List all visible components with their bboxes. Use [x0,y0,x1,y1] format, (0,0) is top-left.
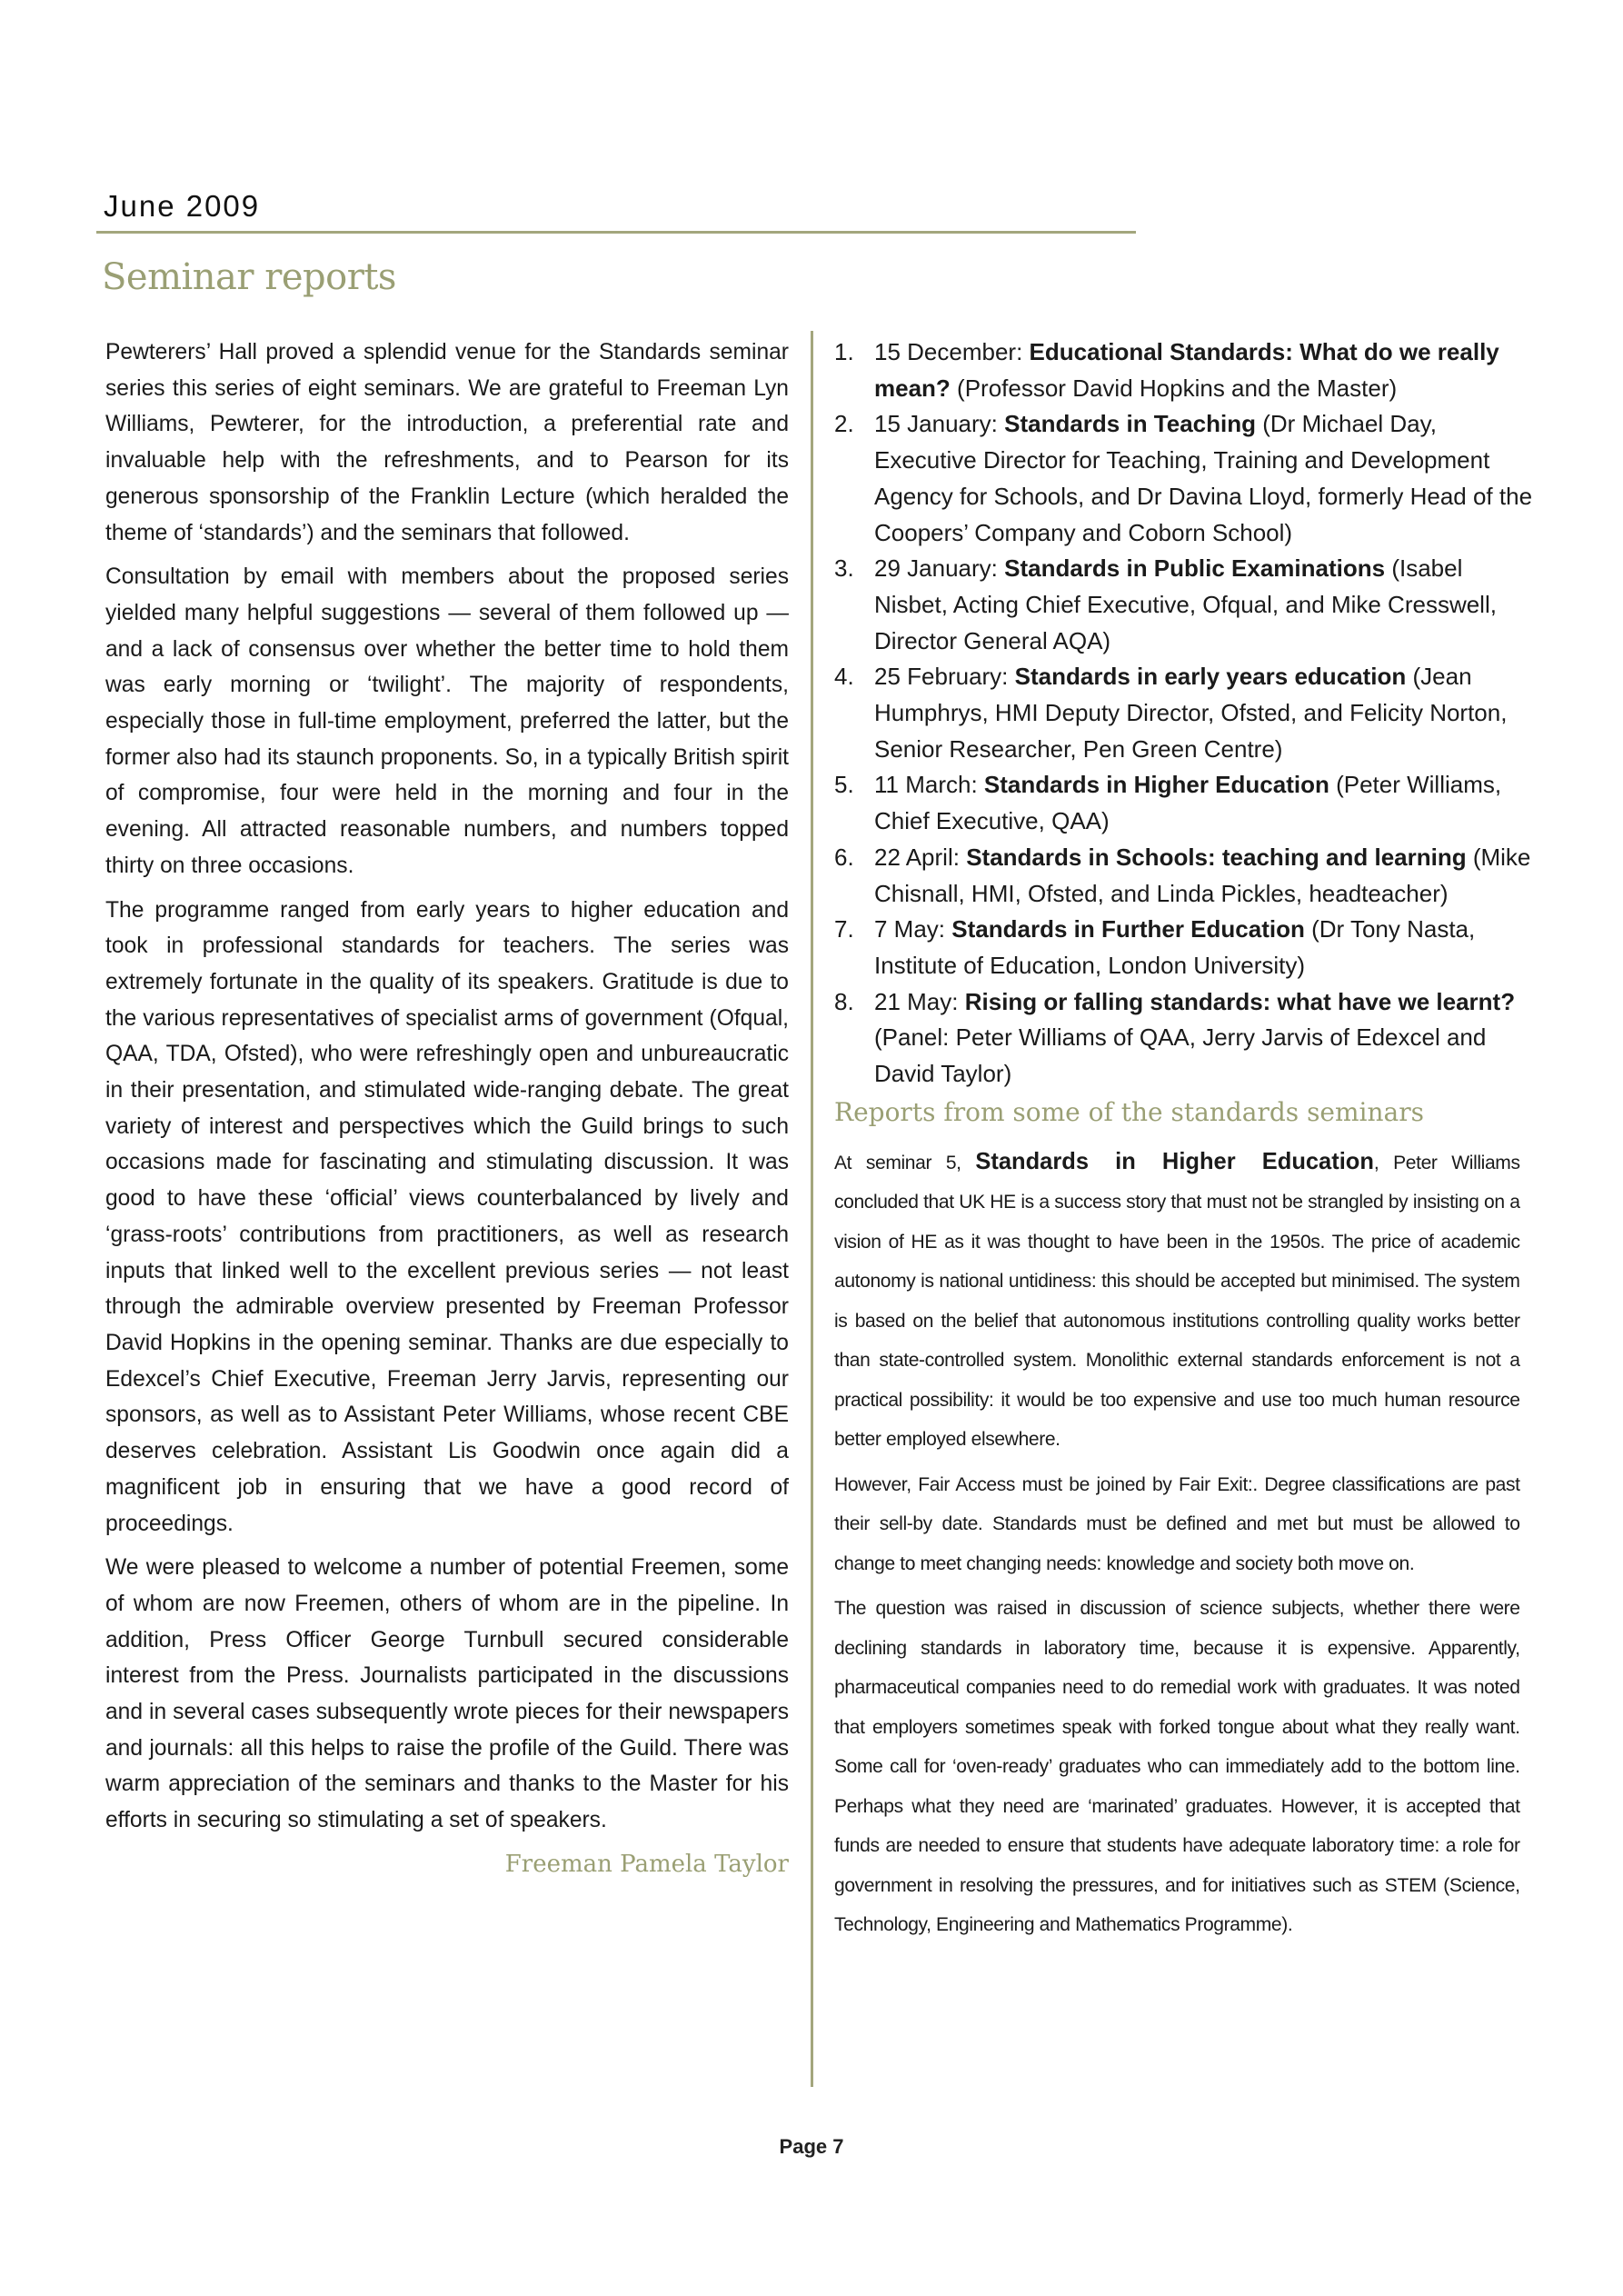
seminar-number: 4. [834,663,854,691]
seminar-speakers: (Mike Chisnall, HMI, Ofsted, and Linda Pickles, headteacher) [874,843,1531,907]
reports-heading: Reports from some of the standards seminars [834,1096,1424,1127]
left-column [105,334,789,1883]
author-signature: Freeman Pamela Taylor [504,1850,789,1878]
seminar-number: 3. [834,554,854,583]
seminar-number: 1. [834,338,854,365]
seminar-title: Standards in Teaching [1004,410,1257,438]
seminar-speakers: (Peter Williams, Chief Executive, QAA) [874,771,1502,835]
seminar-speakers: (Panel: Peter Williams of QAA, Jerry Jarvis of Edexcel and David Taylor) [874,1023,1487,1088]
seminar-number: 5. [834,771,854,799]
report-paragraph [834,1142,1520,1460]
seminar-report [834,1142,1520,1945]
seminar-item [834,406,1534,551]
seminar-speakers: (Dr Tony Nasta, Institute of Education, London University) [874,915,1476,979]
seminar-item [834,912,1534,983]
seminar-date: 25 February: [874,663,1009,691]
seminar-item [834,334,1534,406]
seminar-title: Standards in Further Education [951,915,1305,943]
seminar-date: 22 April: [874,843,960,871]
seminar-item [834,551,1534,659]
seminar-date: 15 December: [874,338,1023,365]
seminar-number: 2. [834,410,854,438]
report-paragraph: The question was raised in discussion of science subjects, whether there were declining standards in laboratory time, because it is expensive. Apparently, pharmaceutical companies need to do remedial work with graduates. It was noted that employers sometimes speak with forked tongue about what they really want. Some call for ‘oven-ready’ graduates who can immediately add to the bottom line. Perhaps what they need are ‘marinated’ graduates. However, it is accepted that funds are needed to ensure that students have adequate laboratory time: a role for government in resolving the pressures, and for initiatives such as STEM (Science, Technology, Engineering and Mathematics Programme). [834,1597,1520,1936]
seminar-list [834,334,1534,1093]
seminar-date: 7 May: [874,915,946,943]
page-number: Page 7 [779,2135,844,2158]
issue-date: June 2009 [104,189,261,223]
right-column [834,334,1534,1951]
paragraph: The programme ranged from early years to higher education and took in professional standards for teachers. The series was extremely fortunate in the quality of its speakers. Gratitude is due to the various representatives of specialist arms of government (Ofqual, QAA, TDA, Ofsted), who were refreshingly open and unbureaucratic in their presentation, and stimulated wide-ranging debate. The great variety of interest and perspectives which the Guild brings to such occasions made for fascinating and stimulating discussion. It was good to have these ‘official’ views counterbalanced by lively and ‘grass-roots’ contributions from practitioners, as well as research inputs that linked well to the excellent previous series — not least through the admirable overview presented by Freeman Professor David Hopkins in the opening seminar. Thanks are due especially to Edexcel’s Chief Executive, Freeman Jerry Jarvis, representing our sponsors, as well as to Assistant Peter Williams, whose recent CBE deserves celebration. Assistant Lis Goodwin once again did a magnificent job in ensuring that we have a good record of proceedings. [105,897,789,1536]
seminar-date: 29 January: [874,554,998,583]
seminar-title: Standards in Schools: teaching and learning [966,843,1467,871]
seminar-number: 6. [834,843,854,871]
seminar-speakers: (Jean Humphrys, HMI Deputy Director, Ofsted, and Felicity Norton, Senior Researcher, Pen Green Centre) [874,663,1508,763]
paragraph: We were pleased to welcome a number of potential Freemen, some of whom are now Freemen, others of whom are in the pipeline. In addition, Press Officer George Turnbull secured considerable interest from the Press. Journalists participated in the discussions and in several cases subsequently wrote pieces for their newspapers and journals: all this helps to raise the profile of the Guild. There was warm appreciation of the seminars and thanks to the Master for his efforts in securing so stimulating a set of speakers. [105,1555,789,1833]
seminar-title: Standards in Public Examinations [1004,554,1386,583]
seminar-title: Standards in Higher Education [983,771,1329,799]
paragraph: Consultation by email with members about the proposed series yielded many helpful suggestions — several of them followed up — and a lack of consensus over whether the better time to hold them was early morning or ‘twilight’. The majority of respondents, especially those in full-time employment, preferred the latter, but the former also had its staunch proponents. So, in a typically British spirit of compromise, four were held in the morning and four in the evening. All attracted reasonable numbers, and numbers topped thirty on three occasions. [105,564,789,878]
seminar-date: 11 March: [874,771,978,799]
report-intro-prefix: At seminar 5, [834,1151,961,1173]
section-title: Seminar reports [102,256,396,298]
seminar-date: 15 January: [874,410,998,438]
seminar-speakers: (Isabel Nisbet, Acting Chief Executive, Ofqual, and Mike Cresswell, Director General AQA) [874,554,1497,654]
seminar-speakers: (Dr Michael Day, Executive Director for Teaching, Training and Development Agency for Schools, and Dr Davina Lloyd, formerly Head of the Coopers’ Company and Coborn School) [874,410,1533,546]
seminar-title: Standards in early years education [1014,663,1407,691]
seminar-item [834,840,1534,912]
seminar-title: Rising or falling standards: what have we learnt? [964,987,1516,1015]
seminar-number: 7. [834,915,854,943]
seminar-date: 21 May: [874,987,959,1015]
seminar-item [834,767,1534,839]
column-divider [811,331,813,2087]
seminar-item [834,984,1534,1093]
report-seminar-title: Standards in Higher Education [975,1146,1374,1174]
report-paragraph: However, Fair Access must be joined by Fair Exit:. Degree classifications are past their sell-by date. Standards must be defined and met but must be allowed to change to meet changing needs: knowledge and society both move on. [834,1472,1520,1574]
seminar-item [834,659,1534,767]
paragraph: Pewterers’ Hall proved a splendid venue for the Standards seminar series this series of eight seminars. We are grateful to Freeman Lyn Williams, Pewterer, for the introduction, a preferential rate and invaluable help with the refreshments, and to Pearson for its generous sponsorship of the Franklin Lecture (which heralded the theme of ‘standards’) and the seminars that followed. [105,340,789,545]
report-intro-body: , Peter Williams concluded that UK HE is a success story that must not be strangled by insisting on a vision of HE as it was thought to have been in the 1950s. The price of academic autonomy is national untidiness: this should be accepted but minimised. The system is based on the belief that autonomous institutions controlling quality works better than state-controlled system. Monolithic external standards enforcement is not a practical possibility: it would be too expensive and use too much human resource better employed elsewhere. [834,1151,1520,1451]
seminar-number: 8. [834,987,854,1015]
seminar-speakers: (Professor David Hopkins and the Master) [957,374,1398,402]
seminar-title: Educational Standards: What do we really mean? [874,338,1499,402]
header-rule [96,231,1136,234]
